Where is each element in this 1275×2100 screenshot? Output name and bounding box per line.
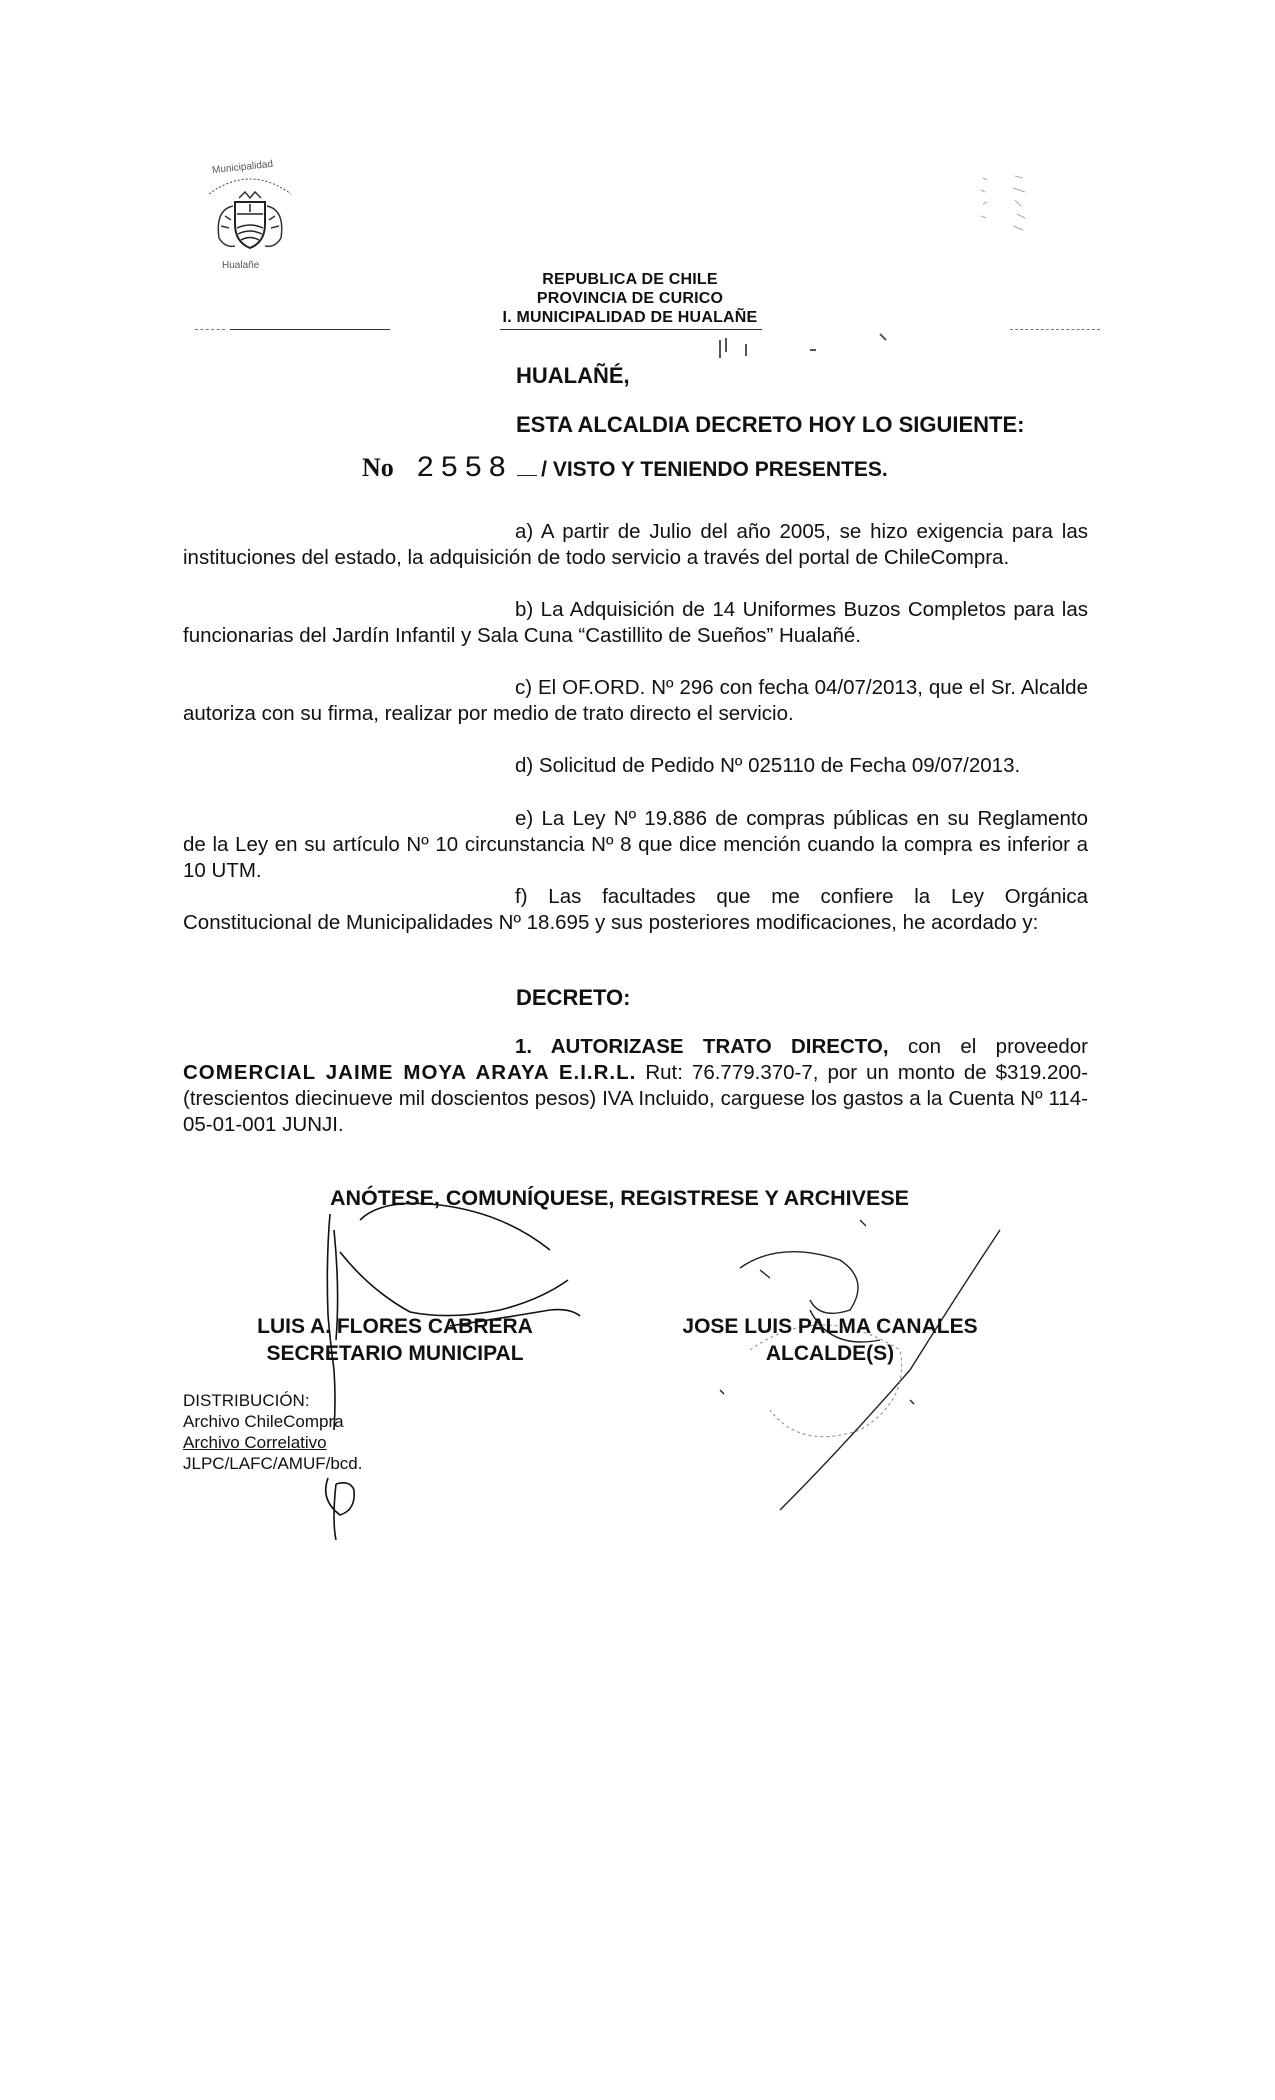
- decree-number: 2558: [416, 452, 513, 486]
- faint-stamp-marks: [975, 170, 1055, 240]
- letterhead-province: PROVINCIA DE CURICO: [536, 290, 724, 307]
- letterhead: [480, 270, 780, 327]
- seal-text-bottom: Hualañe: [222, 260, 260, 271]
- decree-prefix: No: [362, 453, 394, 482]
- place-date: HUALAÑÉ,: [516, 363, 630, 388]
- resolution-paragraph: [183, 1034, 1088, 1138]
- consideration-e-rest: Reglamento de la Ley en su artículo Nº 10 circunstancia Nº 8 que dice mención cuando la compra es inferior a 10 UTM.: [183, 807, 1088, 882]
- decree-heading: ESTA ALCALDIA DECRETO HOY LO SIGUIENTE:: [516, 412, 1025, 437]
- resolution-lead-rest: con el proveedor: [907, 1035, 1088, 1058]
- consideration-e-first: e) La Ley Nº 19.886 de compras públicas en su: [515, 807, 970, 830]
- letterhead-rule-right: [1010, 329, 1100, 330]
- consideration-a: [183, 519, 1088, 571]
- consideration-e: [183, 806, 1088, 884]
- visto-heading: / VISTO Y TENIENDO PRESENTES.: [541, 458, 888, 481]
- secretary-block: [230, 1313, 560, 1367]
- letterhead-rule-left: [230, 329, 390, 330]
- consideration-d: [183, 753, 1088, 779]
- resolution-rest: Rut: 76.779.370-7, por un monto de $319.200- (trescientos diecinueve mil doscientos pesos) IVA Incluido, carguese los gastos a la Cuenta Nº 114-05-01-001 JUNJI.: [183, 1061, 1088, 1136]
- distribution-initials: JLPC/LAFC/AMUF/bcd.: [183, 1454, 363, 1473]
- consideration-a-first: a) A partir de Julio del año 2005, se hizo exigencia para: [515, 520, 1053, 543]
- mayor-title: ALCALDE(S): [765, 1342, 895, 1365]
- resolution-provider: COMERCIAL JAIME MOYA ARAYA E.I.R.L.: [183, 1061, 637, 1084]
- consideration-d-first: d) Solicitud de Pedido Nº 025110 de Fecha 09/07/2013.: [515, 754, 1021, 777]
- consideration-b-rest: para las funcionarias del Jardín Infantil y Sala Cuna “Castillito de Sueños” Hualañé.: [183, 598, 1088, 647]
- distribution-item: Archivo ChileCompra: [183, 1412, 344, 1431]
- secretary-title: SECRETARIO MUNICIPAL: [266, 1342, 524, 1365]
- letterhead-rule-left-faint: [195, 329, 225, 330]
- secretary-name: LUIS A. FLORES CABRERA: [257, 1315, 533, 1338]
- consideration-c-first: c) El OF.ORD. Nº 296 con fecha 04/07/2013, que el Sr.: [515, 676, 1016, 699]
- resolution-lead: 1. AUTORIZASE TRATO DIRECTO,: [515, 1035, 889, 1058]
- decree-number-blank: [517, 475, 537, 476]
- consideration-a-rest: las instituciones del estado, la adquisición de todo servicio a través del portal de ChileCompra.: [183, 520, 1088, 569]
- mayor-block: [650, 1313, 1010, 1367]
- consideration-c-rest: Alcalde autoriza con su firma, realizar por medio de trato directo el servicio.: [183, 676, 1088, 725]
- decree-number-line: [362, 452, 888, 486]
- decreto-heading: DECRETO:: [516, 985, 631, 1010]
- mayor-name: JOSE LUIS PALMA CANALES: [682, 1315, 978, 1338]
- letterhead-municipality: I. MUNICIPALIDAD DE HUALAÑE: [502, 309, 758, 326]
- consideration-f-rest: Constitucional de Municipalidades Nº 18.695 y sus posteriores modificaciones, he acordado y:: [183, 911, 1039, 934]
- scan-marks: [700, 330, 910, 370]
- consideration-b-first: b) La Adquisición de 14 Uniformes Buzos Completos: [515, 598, 1006, 621]
- consideration-c: [183, 675, 1088, 727]
- consideration-f-first: f) Las facultades que me confiere la Ley Orgánica: [515, 885, 1088, 908]
- municipal-seal: [195, 160, 305, 270]
- seal-text-top: Municipalidad: [211, 158, 274, 177]
- distribution-title: DISTRIBUCIÓN:: [183, 1391, 310, 1410]
- letterhead-country: REPUBLICA DE CHILE: [542, 271, 718, 288]
- consideration-b: [183, 597, 1088, 649]
- distribution-item: Archivo Correlativo: [183, 1433, 327, 1452]
- consideration-f: [183, 884, 1088, 936]
- distribution-block: [183, 1390, 363, 1474]
- closing-formula: ANÓTESE, COMUNÍQUESE, REGISTRESE Y ARCHIVESE: [330, 1186, 910, 1210]
